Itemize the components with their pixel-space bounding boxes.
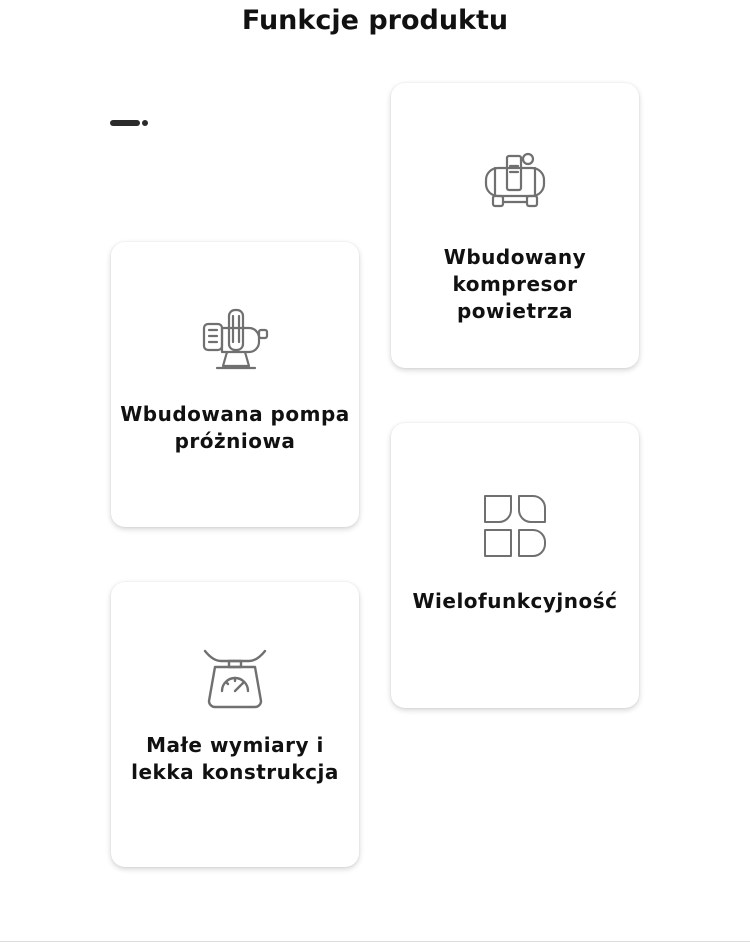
scale-icon bbox=[201, 645, 269, 713]
feature-card-air-compressor bbox=[391, 83, 639, 368]
feature-label: Wielofunkcyjność bbox=[412, 589, 618, 613]
feature-label: Małe wymiary i lekka konstrukcja bbox=[131, 733, 339, 784]
section-title: Funkcje produktu bbox=[241, 5, 509, 36]
carousel-pagination[interactable] bbox=[110, 119, 150, 129]
pagination-dot-active[interactable] bbox=[110, 120, 140, 126]
feature-label: Wbudowana pompa próżniowa bbox=[120, 402, 350, 453]
feature-label: Wbudowany kompresor powietrza bbox=[443, 245, 587, 323]
feature-card-compact-light bbox=[111, 582, 359, 867]
pagination-dot[interactable] bbox=[142, 120, 148, 126]
feature-card-vacuum-pump bbox=[111, 242, 359, 527]
vacuum-pump-icon bbox=[201, 306, 269, 374]
feature-card-multifunction bbox=[391, 423, 639, 708]
air-compressor-icon bbox=[481, 148, 549, 216]
section-divider bbox=[0, 941, 750, 942]
multifunction-grid-icon bbox=[481, 492, 549, 560]
